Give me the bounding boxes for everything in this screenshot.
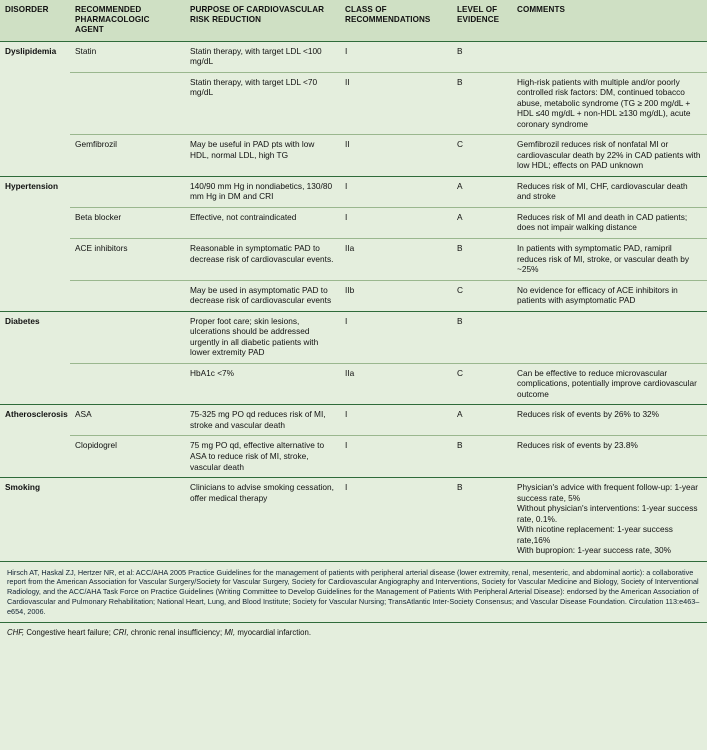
cell-disorder: Smoking <box>0 478 70 561</box>
cell-agent: Clopidogrel <box>70 436 185 478</box>
cell-level: B <box>452 41 512 72</box>
cell-class: IIa <box>340 239 452 281</box>
cell-disorder <box>0 72 70 135</box>
cell-comments: In patients with symptomatic PAD, ramipril reduces risk of MI, stroke, or vascular death by ~25% <box>512 239 707 281</box>
cell-level: B <box>452 72 512 135</box>
cell-class: I <box>340 207 452 238</box>
cell-level: C <box>452 135 512 177</box>
cell-class: I <box>340 41 452 72</box>
cell-disorder <box>0 207 70 238</box>
reference-citation: Hirsch AT, Haskal ZJ, Hertzer NR, et al: ACC/AHA 2005 Practice Guidelines for the management of patients with peripheral arterial disease (lower extremity, renal, mesenteric, and abdominal aortic): a collaborative report from the American Association for Vascular Surgery/Society for Vascular Surgery, Society for Cardiovascular Angiography and Interventions, Society for Vascular Medicine and Biology, Society of Interventional Radiology, and the ACC/AHA Task Force on Practice Guidelines (Writing Committee to Develop Guidelines for the Management of Patients With Peripheral Arterial Disease): endorsed by the American Association of Cardiovascular and Pulmonary Rehabilitation; National Heart, Lung, and Blood Institute; Society for Vascular Nursing; TransAtlantic Inter-Society Consensus; and Vascular Disease Foundation. Circulation 113:e463–e654, 2006. <box>0 561 707 623</box>
column-header-agent: RECOMMENDED PHARMACOLOGIC AGENT <box>70 0 185 41</box>
cell-purpose: 140/90 mm Hg in nondiabetics, 130/80 mm Hg in DM and CRI <box>185 176 340 207</box>
table-row <box>0 72 707 135</box>
table-row <box>0 405 707 436</box>
header-row <box>0 0 707 41</box>
column-header-purpose: PURPOSE OF CARDIOVASCULAR RISK REDUCTION <box>185 0 340 41</box>
cell-agent <box>70 280 185 311</box>
cell-agent: Gemfibrozil <box>70 135 185 177</box>
cell-disorder <box>0 280 70 311</box>
cell-disorder: Hypertension <box>0 176 70 207</box>
cell-comments: Physician's advice with frequent follow-up: 1-year success rate, 5% Without physician's interventions: 1-year success rate, 0.1%. With nicotine replacement: 1-year success rate,16% With bupropion: 1-year success rate, 30% <box>512 478 707 561</box>
cell-disorder <box>0 135 70 177</box>
cell-class: II <box>340 135 452 177</box>
table-row <box>0 363 707 405</box>
cell-comments: Can be effective to reduce microvascular complications, potentially improve cardiovascular outcome <box>512 363 707 405</box>
cell-level: A <box>452 405 512 436</box>
cell-comments: High-risk patients with multiple and/or poorly controlled risk factors: DM, continued tobacco abuse, metabolic syndrome (TG ≥ 200 mg/dL + HDL ≤40 mg/dL + non-HDL ≥130 mg/dL), acute coronary syndrome <box>512 72 707 135</box>
abbr-chf: CHF, <box>7 628 25 638</box>
abbr-mi: MI, <box>224 628 236 638</box>
cell-comments: No evidence for efficacy of ACE inhibitors in patients with asymptomatic PAD <box>512 280 707 311</box>
cell-agent: ACE inhibitors <box>70 239 185 281</box>
cell-purpose: 75 mg PO qd, effective alternative to ASA to reduce risk of MI, stroke, vascular death <box>185 436 340 478</box>
cell-agent: ASA <box>70 405 185 436</box>
abbr-chf-definition: Congestive heart failure; <box>26 628 111 638</box>
cell-level: B <box>452 239 512 281</box>
table-row <box>0 135 707 177</box>
cell-agent: Beta blocker <box>70 207 185 238</box>
cell-comments: Reduces risk of MI, CHF, cardiovascular death and stroke <box>512 176 707 207</box>
cell-comments: Gemfibrozil reduces risk of nonfatal MI or cardiovascular death by 22% in CAD patients with low HDL; effects on PAD unknown <box>512 135 707 177</box>
table-row <box>0 239 707 281</box>
cell-purpose: Reasonable in symptomatic PAD to decrease risk of cardiovascular events. <box>185 239 340 281</box>
cell-class: II <box>340 72 452 135</box>
cell-agent <box>70 311 185 363</box>
cell-disorder: Atherosclerosis <box>0 405 70 436</box>
cell-class: I <box>340 311 452 363</box>
abbr-cri: CRI, <box>113 628 129 638</box>
cell-agent <box>70 72 185 135</box>
cell-class: I <box>340 405 452 436</box>
cell-level: C <box>452 280 512 311</box>
table-row <box>0 41 707 72</box>
cell-level: B <box>452 311 512 363</box>
table-row <box>0 478 707 561</box>
cell-level: A <box>452 176 512 207</box>
column-header-disorder: DISORDER <box>0 0 70 41</box>
cell-purpose: 75-325 mg PO qd reduces risk of MI, stroke and vascular death <box>185 405 340 436</box>
cell-comments <box>512 311 707 363</box>
cell-disorder <box>0 239 70 281</box>
cell-comments: Reduces risk of events by 26% to 32% <box>512 405 707 436</box>
cell-purpose: Proper foot care; skin lesions, ulcerations should be addressed urgently in all diabetic patients with lower extremity PAD <box>185 311 340 363</box>
cell-level: B <box>452 478 512 561</box>
cell-agent <box>70 176 185 207</box>
cell-class: IIa <box>340 363 452 405</box>
cell-level: C <box>452 363 512 405</box>
table-header <box>0 0 707 41</box>
cell-purpose: May be used in asymptomatic PAD to decrease risk of cardiovascular events <box>185 280 340 311</box>
table-row <box>0 176 707 207</box>
abbr-cri-definition: chronic renal insufficiency; <box>130 628 223 638</box>
cell-class: I <box>340 478 452 561</box>
table-body <box>0 41 707 561</box>
table-row <box>0 311 707 363</box>
cell-comments: Reduces risk of events by 23.8% <box>512 436 707 478</box>
cell-comments <box>512 41 707 72</box>
cell-purpose: HbA1c <7% <box>185 363 340 405</box>
cell-agent <box>70 478 185 561</box>
cell-class: I <box>340 176 452 207</box>
cell-disorder: Diabetes <box>0 311 70 363</box>
cell-purpose: Statin therapy, with target LDL <70 mg/dL <box>185 72 340 135</box>
abbreviation-footnote <box>0 622 707 645</box>
column-header-level: LEVEL OF EVIDENCE <box>452 0 512 41</box>
cell-purpose: Effective, not contraindicated <box>185 207 340 238</box>
table-row <box>0 207 707 238</box>
table-row <box>0 280 707 311</box>
table-row <box>0 436 707 478</box>
abbr-mi-definition: myocardial infarction. <box>237 628 311 638</box>
cell-disorder <box>0 363 70 405</box>
cell-comments: Reduces risk of MI and death in CAD patients; does not impair walking distance <box>512 207 707 238</box>
cell-purpose: May be useful in PAD pts with low HDL, normal LDL, high TG <box>185 135 340 177</box>
cell-agent: Statin <box>70 41 185 72</box>
cell-class: IIb <box>340 280 452 311</box>
cell-disorder: Dyslipidemia <box>0 41 70 72</box>
cell-level: B <box>452 436 512 478</box>
column-header-class: CLASS OF RECOMMENDATIONS <box>340 0 452 41</box>
cell-level: A <box>452 207 512 238</box>
cell-purpose: Clinicians to advise smoking cessation, offer medical therapy <box>185 478 340 561</box>
column-header-comments: COMMENTS <box>512 0 707 41</box>
cell-purpose: Statin therapy, with target LDL <100 mg/dL <box>185 41 340 72</box>
cell-class: I <box>340 436 452 478</box>
cell-disorder <box>0 436 70 478</box>
cell-agent <box>70 363 185 405</box>
